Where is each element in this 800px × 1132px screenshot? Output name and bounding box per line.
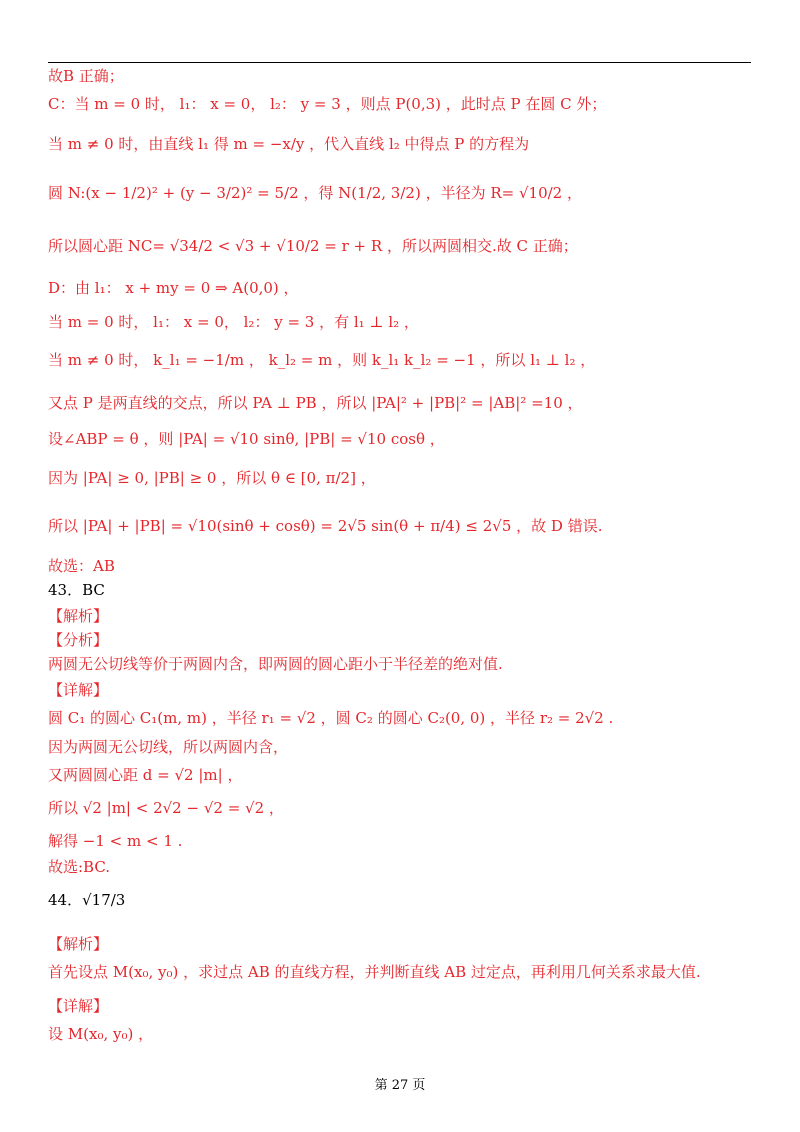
text-line: 故选:BC. bbox=[48, 858, 111, 876]
section-heading: 【分析】 bbox=[48, 631, 109, 649]
text-line: 所以 |PA| + |PB| = √10(sinθ + cosθ) = 2√5 sin(θ + π/4) ≤ 2√5 ，故 D 错误. bbox=[48, 517, 603, 535]
section-heading: 【详解】 bbox=[48, 681, 109, 699]
text-line: 故B 正确； bbox=[48, 67, 124, 85]
text-line: 设∠ABP = θ ，则 |PA| = √10 sinθ, |PB| = √10 cosθ ， bbox=[48, 430, 445, 448]
text-line: 两圆无公切线等价于两圆内含，即两圆的圆心距小于半径差的绝对值. bbox=[48, 655, 503, 673]
text-line: 所以 √2 |m| < 2√2 − √2 = √2 ， bbox=[48, 799, 284, 817]
text-line: 又点 P 是两直线的交点，所以 PA ⊥ PB ，所以 |PA|² + |PB|² = |AB|² =10 ， bbox=[48, 394, 583, 412]
text-line: 因为 |PA| ≥ 0, |PB| ≥ 0 ，所以 θ ∈ [0, π/2] ， bbox=[48, 469, 376, 487]
text-line: 首先设点 M(x₀, y₀) ，求过点 AB 的直线方程，并判断直线 AB 过定点，再利用几何关系求最大值. bbox=[48, 963, 701, 981]
header-rule bbox=[48, 62, 751, 63]
text-line: 设 M(x₀, y₀) ， bbox=[48, 1025, 154, 1043]
text-line: 又两圆圆心距 d = √2 |m| ， bbox=[48, 766, 243, 784]
section-heading: 【详解】 bbox=[48, 997, 109, 1015]
text-line: 故选：AB bbox=[48, 557, 115, 575]
text-line: 圆 N:(x − 1/2)² + (y − 3/2)² = 5/2 ，得 N(1/2, 3/2) ，半径为 R= √10/2 ， bbox=[48, 184, 582, 202]
section-heading: 【解析】 bbox=[48, 607, 109, 625]
text-line: 因为两圆无公切线，所以两圆内含， bbox=[48, 738, 289, 756]
question-number: 43．BC bbox=[48, 581, 105, 599]
text-line: 解得 −1 < m < 1 . bbox=[48, 832, 183, 850]
text-line: D：由 l₁： x + my = 0 ⇒ A(0,0) ， bbox=[48, 279, 299, 297]
text-line: 所以圆心距 NC= √34/2 < √3 + √10/2 = r + R ，所以两圆相交.故 C 正确； bbox=[48, 237, 578, 255]
text-line: 当 m = 0 时， l₁： x = 0， l₂： y = 3 ，有 l₁ ⊥ l₂ ， bbox=[48, 313, 419, 331]
text-line: 圆 C₁ 的圆心 C₁(m, m) ，半径 r₁ = √2 ，圆 C₂ 的圆心 C₂(0, 0) ，半径 r₂ = 2√2 . bbox=[48, 709, 614, 727]
text-line: C：当 m = 0 时， l₁： x = 0， l₂： y = 3 ，则点 P(0,3) ，此时点 P 在圆 C 外； bbox=[48, 95, 607, 113]
text-line: 当 m ≠ 0 时， k_l₁ = −1/m ， k_l₂ = m ，则 k_l₁ k_l₂ = −1 ，所以 l₁ ⊥ l₂ ， bbox=[48, 351, 596, 369]
section-heading: 【解析】 bbox=[48, 935, 109, 953]
text-line: 当 m ≠ 0 时，由直线 l₁ 得 m = −x/y ，代入直线 l₂ 中得点 P 的方程为 bbox=[48, 135, 530, 153]
question-number: 44．√17/3 bbox=[48, 891, 126, 909]
page-footer: 第 27 页 bbox=[374, 1078, 426, 1093]
